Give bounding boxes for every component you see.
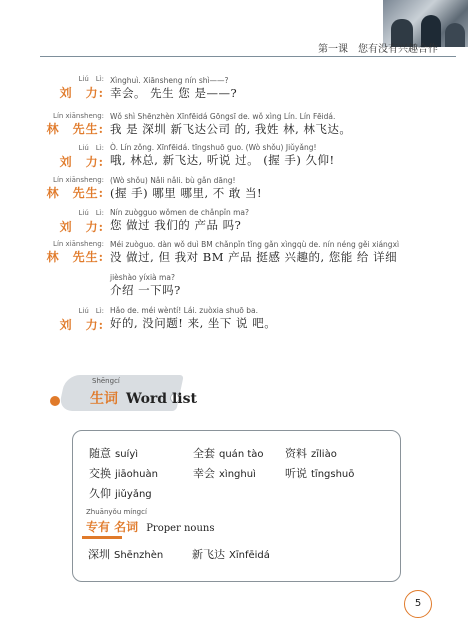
dialogue-line: Nín zuògguo wǒmen de chǎnpǐn ma? 您 做过 我们的 产品 吗? [110,208,249,232]
vocab-item: 全套 quán tào [193,447,264,460]
dialogue-line: Hǎo de. méi wèntí! Lái. zuòxia shuō ba. 好的, 没问题! 来, 坐下 说 吧。 [110,306,277,330]
bullet-dot-icon [50,396,60,406]
vocab-item: 随意 suíyì [89,447,139,460]
proper-nouns-underline [82,536,122,539]
vocab-item: 久仰 jiǔyǎng [89,487,152,500]
vocab-item: 资料 zīliào [285,447,337,460]
proper-nouns-heading: Zhuānyǒu míngcí 专有 名词 Proper nouns [86,508,215,534]
page-number: 5 [404,590,432,618]
lesson-title: 第一课 您有没有兴趣合作 [318,44,438,55]
speaker: Lín xiānsheng: 林 先生: [46,176,104,200]
speaker: Lín xiānsheng: 林 先生: [46,240,104,264]
dialogue-line-continued: jièshào yíxià ma? 介绍 一下吗? [110,273,181,297]
speaker: Liú Lì: 刘 力: [59,209,104,234]
word-list-tag [62,375,197,419]
header-divider [40,56,456,57]
dialogue-line: Méi zuòguo. dàn wǒ duì BM chǎnpǐn tǐng gǎn xìngqù de. nín néng gěi xiángxì 没 做过, 但 我对 BM 产品 挺感 兴趣的, 您能 给 详细 [110,240,400,264]
dialogue-line: Xìnghuì. Xiānsheng nín shì——? 幸会。 先生 您 是——? [110,76,238,100]
dialogue-line: Wǒ shì Shēnzhèn Xīnfēidá Gōngsī de. wǒ xìng Lín. Lín Fēidá. 我 是 深圳 新飞达公司 的, 我姓 林, 林飞达。 [110,112,352,136]
proper-noun-item: 新飞达 Xīnfēidá [192,548,270,561]
proper-noun-item: 深圳 Shēnzhèn [88,548,164,561]
vocab-item: 交换 jiāohuàn [89,467,158,480]
dialogue-line: (Wò shǒu) Nǎli nǎli. bù gǎn dāng! (握 手) 哪里 哪里, 不 敢 当! [110,176,263,200]
word-list-heading: 生词 Word list [90,391,197,407]
vocab-item: 听说 tīngshuō [285,467,355,480]
dialogue-line: Ò. Lín zǒng. Xīnfēidá. tīngshuō guo. (Wò shǒu) Jiǔyǎng! 哦, 林总, 新飞达, 听说 过。 (握 手) 久仰! [110,143,335,167]
speaker: Liú Lì: 刘 力: [59,307,104,332]
speaker: Lín xiānsheng: 林 先生: [46,112,104,136]
person-figure-icon [445,23,465,47]
word-list-tag-pinyin: Shēngcí [92,377,120,385]
speaker: Liú Lì: 刘 力: [59,144,104,169]
speaker: Liú Lì: 刘 力: [59,75,104,100]
vocab-item: 幸会 xìnghuì [193,467,256,480]
